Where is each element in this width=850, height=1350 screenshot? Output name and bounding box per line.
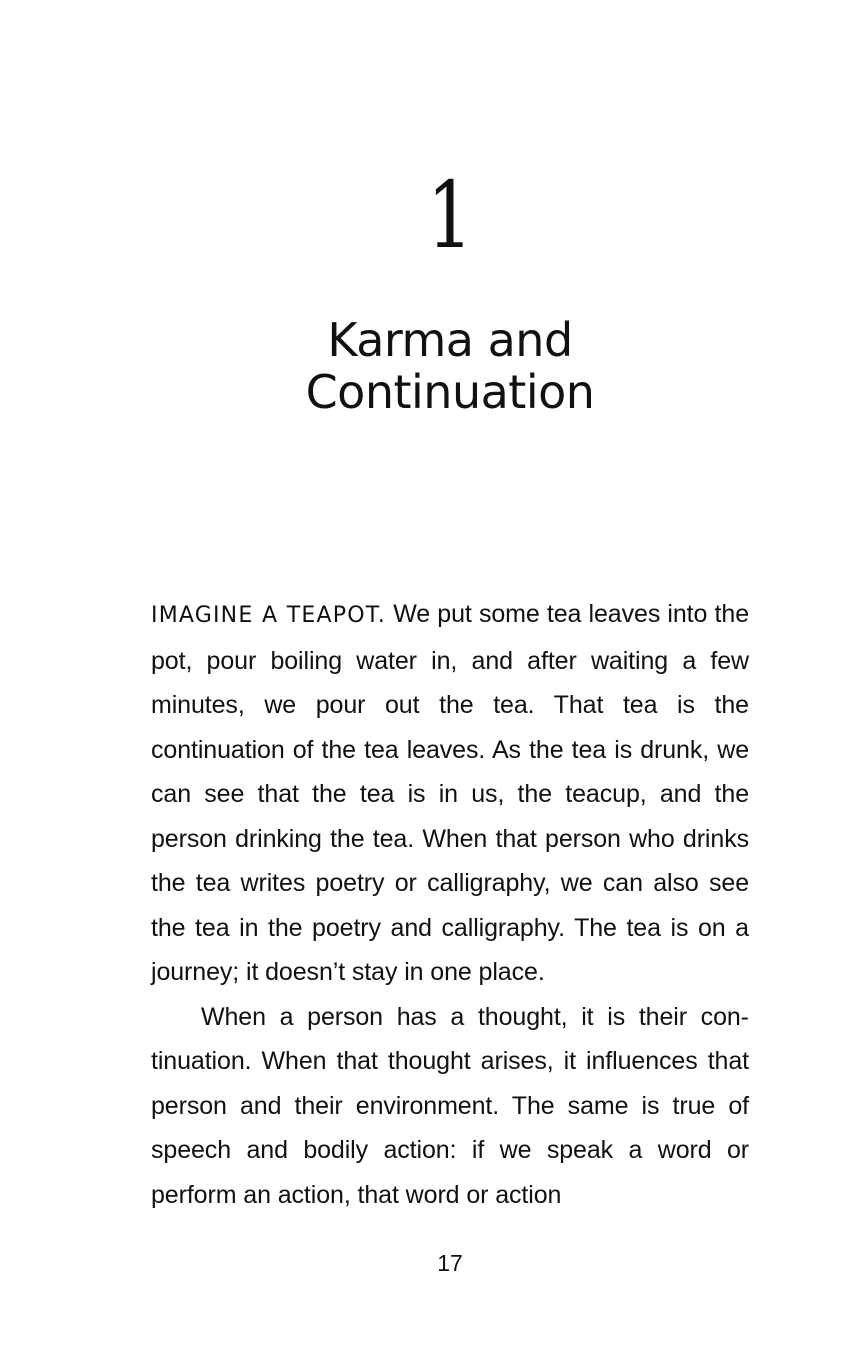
- chapter-number: 1: [427, 162, 473, 269]
- page-number: 17: [437, 1250, 463, 1276]
- lead-in: IMAGINE A TEAPOT.: [151, 603, 386, 628]
- chapter-title: [0, 314, 850, 418]
- paragraph-2: When a person has a thought, it is their continuation. When that thought arises, it influences that person and their environment. The same is true of speech and bodily action: if we speak a word or perform an action, that word or action: [151, 1002, 749, 1209]
- paragraph-1: [151, 592, 749, 995]
- body-text: [151, 592, 749, 1217]
- chapter-title-line-2: Continuation: [305, 364, 595, 419]
- chapter-title-line-1: Karma and: [327, 312, 573, 367]
- paragraph-1-text: We put some tea leaves into the pot, pour boiling water in, and after waiting a few minutes, we pour out the tea. That tea is the continuation of the tea leaves. As the tea is drunk, we can see that the tea is in us, the teacup, and the person drinking the tea. When that person who drinks the tea writes poetry or calligraphy, we can also see the tea in the poetry and calligraphy. The tea is on a journey; it doesn’t stay in one place.: [151, 600, 749, 986]
